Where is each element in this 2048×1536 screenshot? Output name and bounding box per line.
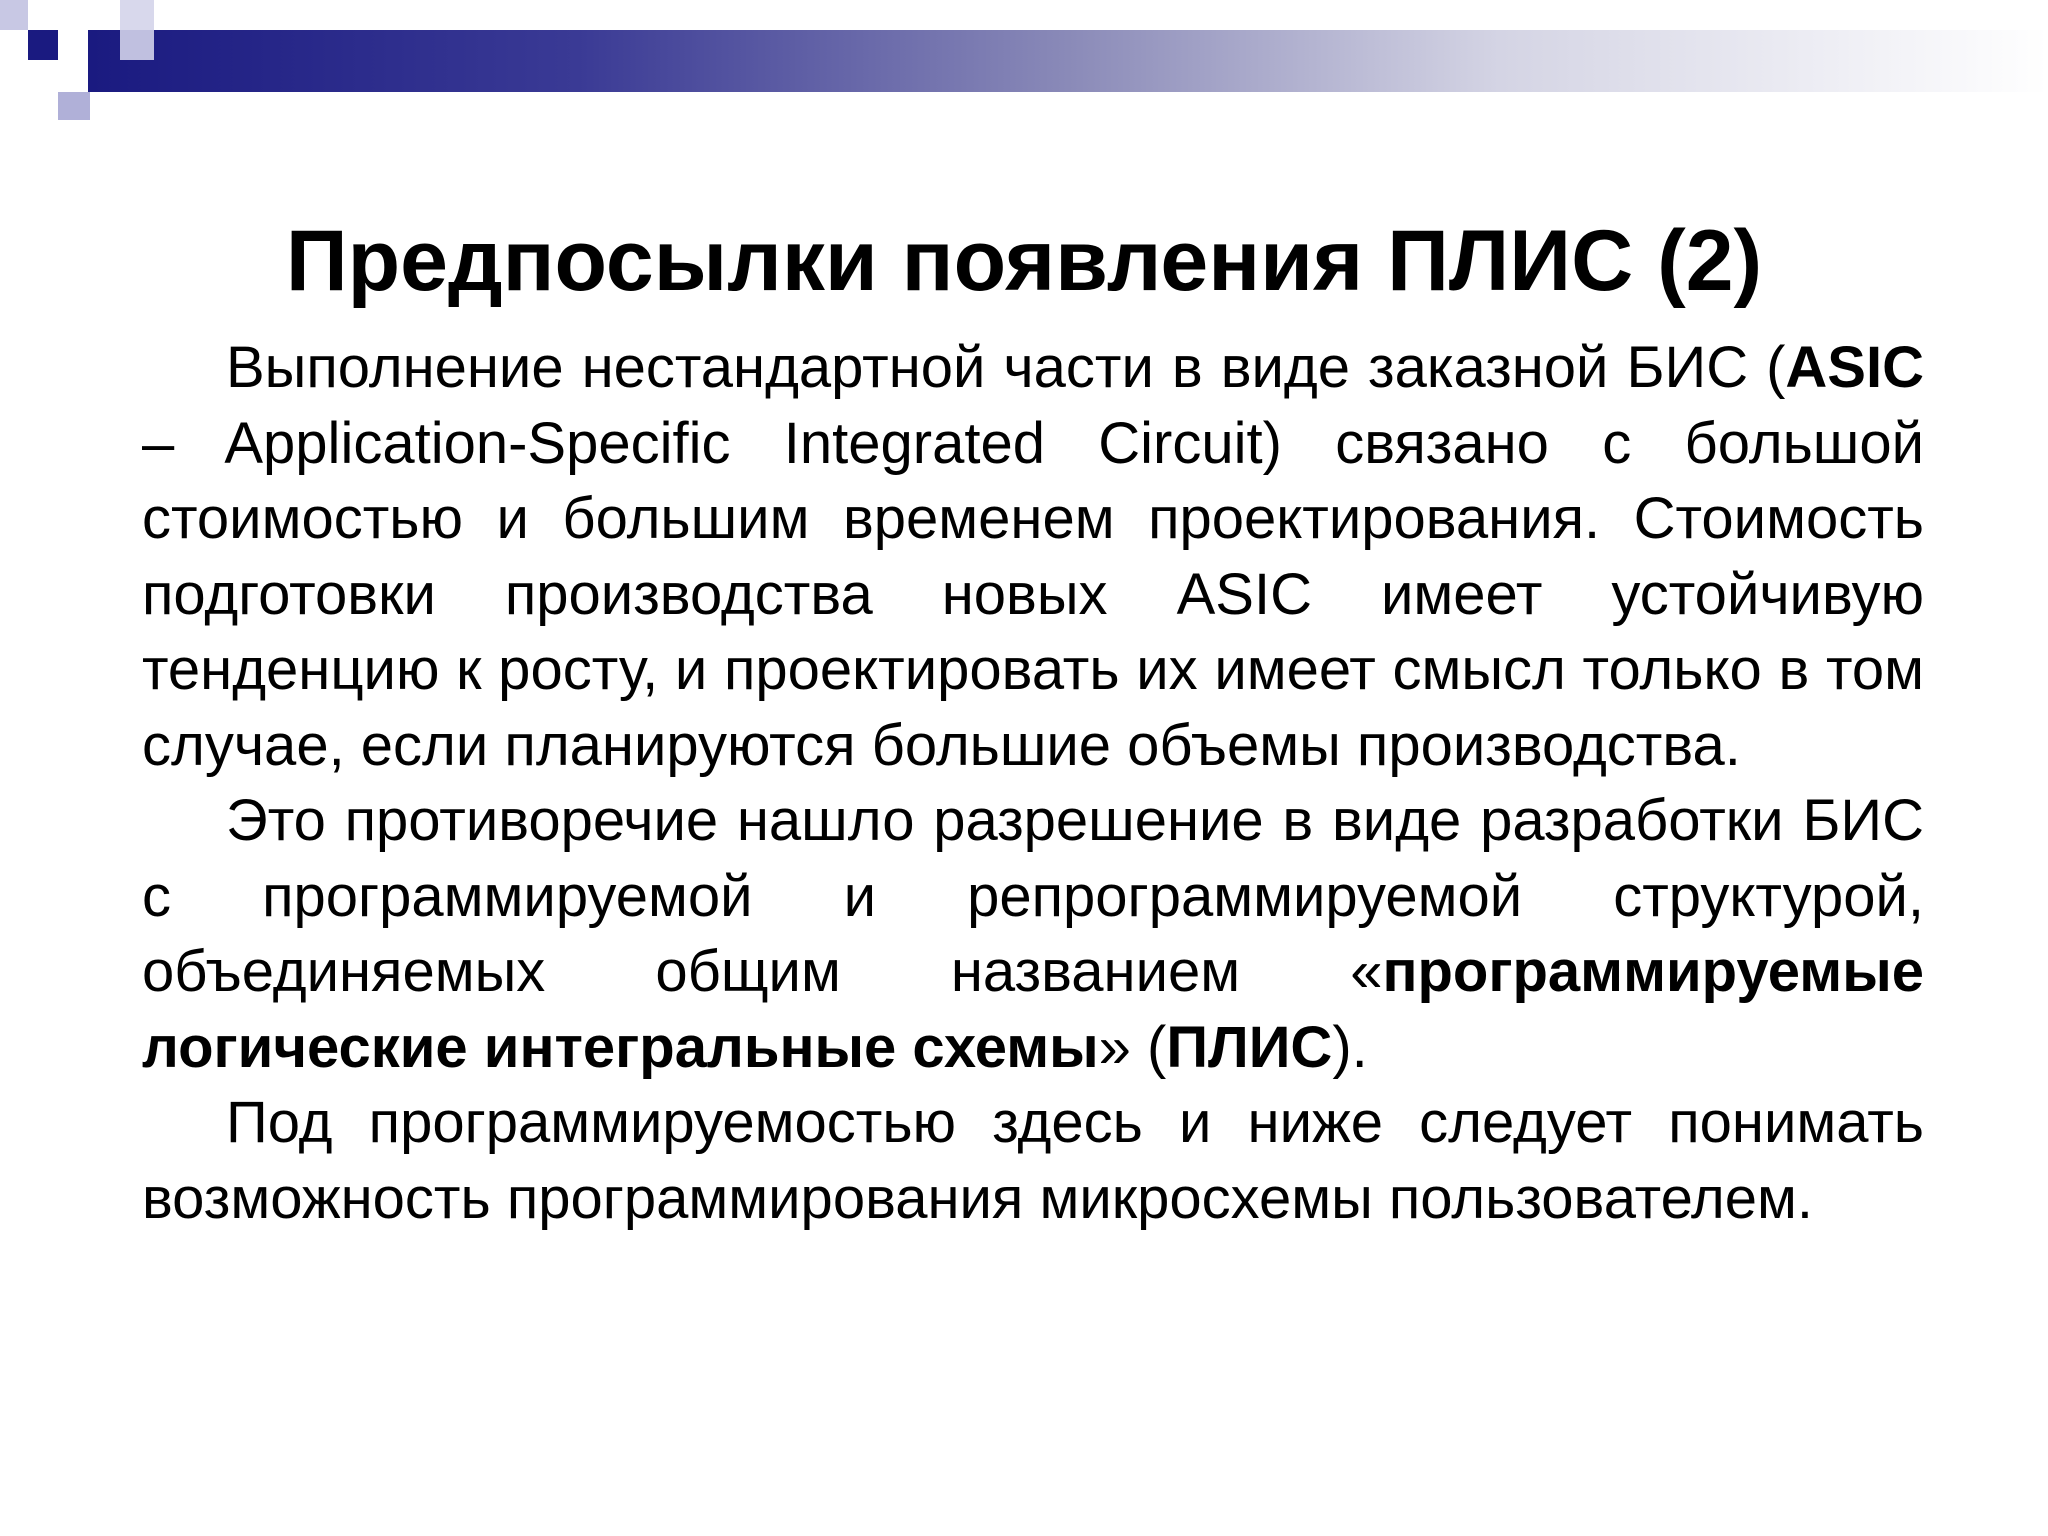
bold-term: ASIC: [1785, 335, 1924, 400]
header-gradient-band: [88, 30, 2048, 92]
decorative-square: [58, 92, 90, 120]
decorative-square: [120, 0, 154, 30]
paragraph-plis: [142, 783, 1924, 1085]
decorative-square: [120, 30, 154, 60]
paragraph-text: Выполнение нестандартной части в виде заказной БИС (: [226, 335, 1786, 400]
paragraph-text: – Application-Specific Integrated Circuit) связано с большой стоимостью и большим временем проектирования. Стоимость подготовки производства новых ASIC имеет устойчивую тенденцию к росту, и проектировать их имеет смысл только в том случае, если планируются большие объемы производства.: [142, 410, 1924, 778]
paragraph-text: Под программируемостью здесь и ниже следует понимать возможность программирования микросхемы пользователем.: [142, 1090, 1924, 1231]
paragraph-asic: [142, 330, 1924, 783]
decorative-square: [0, 0, 28, 30]
paragraph-text: Это противоречие нашло разрешение в виде разработки БИС с программируемой и репрограммируемой структурой, объединяемых общим названием «: [142, 788, 1924, 1004]
decorative-square: [0, 60, 28, 90]
slide-body: [142, 330, 1924, 1236]
slide-title: Предпосылки появления ПЛИС (2): [285, 212, 1763, 309]
paragraph-text: ).: [1332, 1014, 1368, 1080]
paragraph-text: » (: [1098, 1014, 1167, 1080]
bold-term: ПЛИС: [1166, 1014, 1333, 1080]
bold-term: программируемые логические интегральные схемы: [142, 939, 1924, 1080]
paragraph-programmability: [142, 1085, 1924, 1236]
decorative-square: [28, 30, 58, 60]
